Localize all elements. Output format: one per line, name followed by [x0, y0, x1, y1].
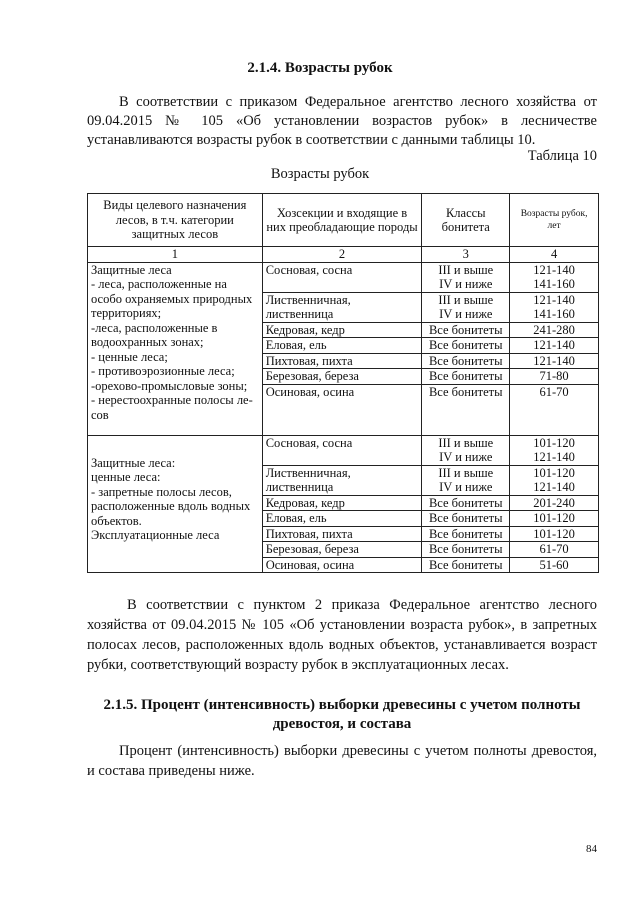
purpose-line: - леса, расположенные на особо охраняемых природных территориях; — [91, 277, 253, 320]
age-cell: 61-70 — [510, 384, 599, 435]
species-cell: Сосновая, сосна — [262, 435, 422, 465]
header-purpose: Виды целевого назначения лесов, в т.ч. категории защитных лесов — [88, 194, 263, 247]
table-body — [88, 262, 599, 573]
age-cell: 101-120 — [510, 526, 599, 542]
species-cell: Сосновая, сосна — [262, 262, 422, 292]
bonitet-cell: Все бонитеты — [422, 384, 510, 435]
bonitet-cell: Все бонитеты — [422, 557, 510, 573]
age-cell: 201-240 — [510, 495, 599, 511]
purpose-line: - ценные леса; — [91, 349, 168, 364]
species-cell: Пихтовая, пихта — [262, 526, 422, 542]
table-header-row — [88, 194, 599, 247]
bonitet-cell: Все бонитеты — [422, 542, 510, 558]
species-cell: Кедровая, кедр — [262, 495, 422, 511]
bonitet-cell: Все бонитеты — [422, 353, 510, 369]
col-number: 1 — [88, 247, 263, 263]
purpose-cell — [88, 435, 263, 573]
bonitet-cell: Все бонитеты — [422, 369, 510, 385]
header-age: Возрасты рубок, лет — [510, 194, 599, 247]
purpose-line: - противоэрозионные леса; — [91, 364, 235, 378]
purpose-line: -леса, расположенные в водоохранных зонах; — [91, 320, 218, 349]
age-cell: 121-140 — [510, 353, 599, 369]
species-cell: Пихтовая, пихта — [262, 353, 422, 369]
col-number: 2 — [262, 247, 422, 263]
bonitet-cell: III и выше IV и ниже — [422, 465, 510, 495]
purpose-line: - запретные полосы лесов, расположенные вдоль водных объектов. — [91, 484, 251, 528]
bonitet-cell: III и выше IV и ниже — [422, 435, 510, 465]
bonitet-cell: Все бонитеты — [422, 495, 510, 511]
page-number: 84 — [586, 843, 597, 855]
species-cell: Березовая, береза — [262, 369, 422, 385]
col-number: 3 — [422, 247, 510, 263]
header-bonitet: Классы бонитета — [422, 194, 510, 247]
purpose-line: - нерестоохранные полосы ле- сов — [91, 393, 253, 422]
age-cell: 101-120 121-140 — [510, 465, 599, 495]
table-row — [88, 435, 599, 465]
bonitet-cell: Все бонитеты — [422, 322, 510, 338]
species-cell: Осиновая, осина — [262, 557, 422, 573]
table-number-row — [88, 247, 599, 263]
age-cell: 241-280 — [510, 322, 599, 338]
purpose-line: Эксплуатационные леса — [91, 528, 220, 542]
purpose-line: -орехово-промысловые зоны; — [91, 378, 248, 393]
table-row — [88, 262, 599, 292]
purpose-line: Защитные леса: — [91, 455, 176, 470]
species-cell: Еловая, ель — [262, 338, 422, 354]
species-cell: Лиственничная, лиственница — [262, 465, 422, 495]
paragraph-after-table: В соответствии с пунктом 2 приказа Федеральное агентство лесного хозяйства от 09.04.2015 № 105 «Об установлении возраста рубок», в запретных полосах лесов, расположенных вдоль водных объектов, устанавливается возраст рубки, соответствующий возрасту рубок в эксплуатационных лесах. — [87, 597, 597, 673]
age-cell: 51-60 — [510, 557, 599, 573]
age-cell: 121-140 141-160 — [510, 262, 599, 292]
col-number: 4 — [510, 247, 599, 263]
species-cell: Кедровая, кедр — [262, 322, 422, 338]
table-caption: Возрасты рубок — [270, 166, 370, 182]
species-cell: Осиновая, осина — [262, 384, 422, 435]
purpose-line: Защитные леса — [91, 262, 172, 277]
bonitet-cell: III и выше IV и ниже — [422, 292, 510, 322]
species-cell: Лиственничная, лиственница — [262, 292, 422, 322]
bonitet-cell: III и выше IV и ниже — [422, 262, 510, 292]
age-cell: 61-70 — [510, 542, 599, 558]
species-cell: Еловая, ель — [262, 511, 422, 527]
section-2-1-5-paragraph: Процент (интенсивность) выборки древесины с учетом полноты древостоя, и состава приведены ниже. — [87, 743, 597, 779]
purpose-cell — [88, 262, 263, 435]
age-cell: 121-140 — [510, 338, 599, 354]
purpose-line: ценные леса: — [91, 470, 161, 484]
section-2-1-4-title: 2.1.4. Возрасты рубок — [247, 60, 393, 76]
header-species: Хозсекции и входящие в них преобладающие породы — [262, 194, 422, 247]
section-2-1-4-paragraph: В соответствии с приказом Федеральное агентство лесного хозяйства от 09.04.2015 № 105 «Об установлении возрастов рубок» в лесничестве устанавливаются возрасты рубок в соответствии с данными таблицы 10. — [87, 94, 597, 148]
age-cell: 101-120 — [510, 511, 599, 527]
table-label: Таблица 10 — [527, 148, 597, 164]
age-cell: 121-140 141-160 — [510, 292, 599, 322]
species-cell: Березовая, береза — [262, 542, 422, 558]
section-2-1-5-title: 2.1.5. Процент (интенсивность) выборки древесины с учетом полноты древостоя, и состава — [103, 697, 581, 732]
cutting-age-table — [87, 193, 599, 573]
bonitet-cell: Все бонитеты — [422, 338, 510, 354]
bonitet-cell: Все бонитеты — [422, 511, 510, 527]
bonitet-cell: Все бонитеты — [422, 526, 510, 542]
age-cell: 71-80 — [510, 369, 599, 385]
age-cell: 101-120 121-140 — [510, 435, 599, 465]
